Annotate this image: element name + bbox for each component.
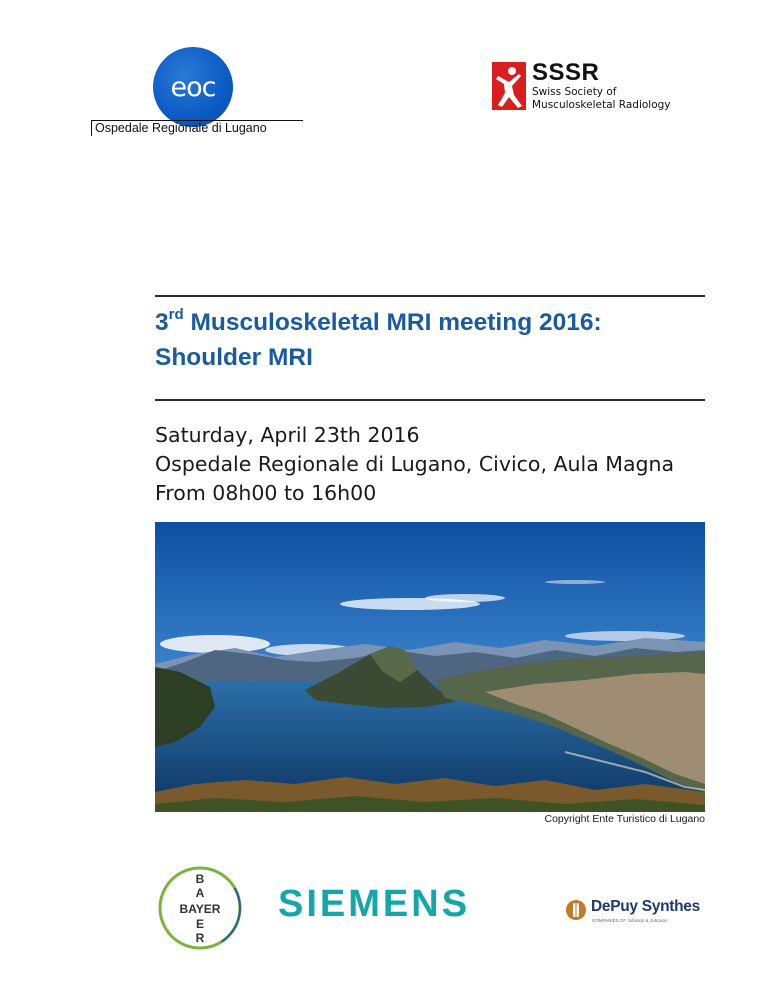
eoc-logo-caption: Ospedale Regionale di Lugano — [95, 121, 267, 135]
eoc-logo-mark: eoc — [170, 72, 216, 103]
title-rule-top — [155, 295, 705, 297]
bayer-horizontal-text: BAYER — [179, 902, 221, 916]
title-ordinal-number: 3 — [155, 309, 169, 336]
title-rule-bottom — [155, 399, 705, 401]
depuy-synthes-tagline: COMPANIES OF Johnson & Johnson — [592, 918, 667, 923]
meeting-title-line-2: Shoulder MRI — [155, 344, 313, 371]
sssr-logo-subtitle-1: Swiss Society of — [532, 86, 617, 98]
title-ordinal-suffix: rd — [168, 306, 184, 323]
title-line-1-text: Musculoskeletal MRI meeting 2016: — [183, 309, 602, 336]
bayer-letter: B — [195, 872, 205, 886]
lake-lugano-landscape — [155, 522, 705, 812]
event-time: From 08h00 to 16h00 — [155, 481, 377, 505]
bayer-letter: A — [195, 886, 205, 900]
eoc-logo-rule-left — [91, 120, 92, 136]
event-venue: Ospedale Regionale di Lugano, Civico, Aula Magna — [155, 452, 675, 476]
siemens-logo: SIEMENS — [278, 883, 471, 925]
depuy-synthes-icon — [565, 899, 587, 921]
sssr-logo-title: SSSR — [532, 59, 600, 86]
sssr-logo-subtitle-2: Musculoskeletal Radiology — [532, 99, 671, 111]
photo-credit: Copyright Ente Turistico di Lugano — [544, 813, 705, 825]
bayer-letter: R — [195, 931, 205, 945]
sssr-figure-icon — [492, 62, 526, 110]
bayer-logo — [158, 866, 242, 950]
depuy-synthes-logo: DePuy Synthes — [591, 898, 700, 915]
lake-lugano-photo — [155, 522, 705, 812]
event-date: Saturday, April 23th 2016 — [155, 423, 420, 447]
meeting-title-line-1 — [155, 306, 602, 337]
bayer-letter: E — [195, 917, 205, 931]
